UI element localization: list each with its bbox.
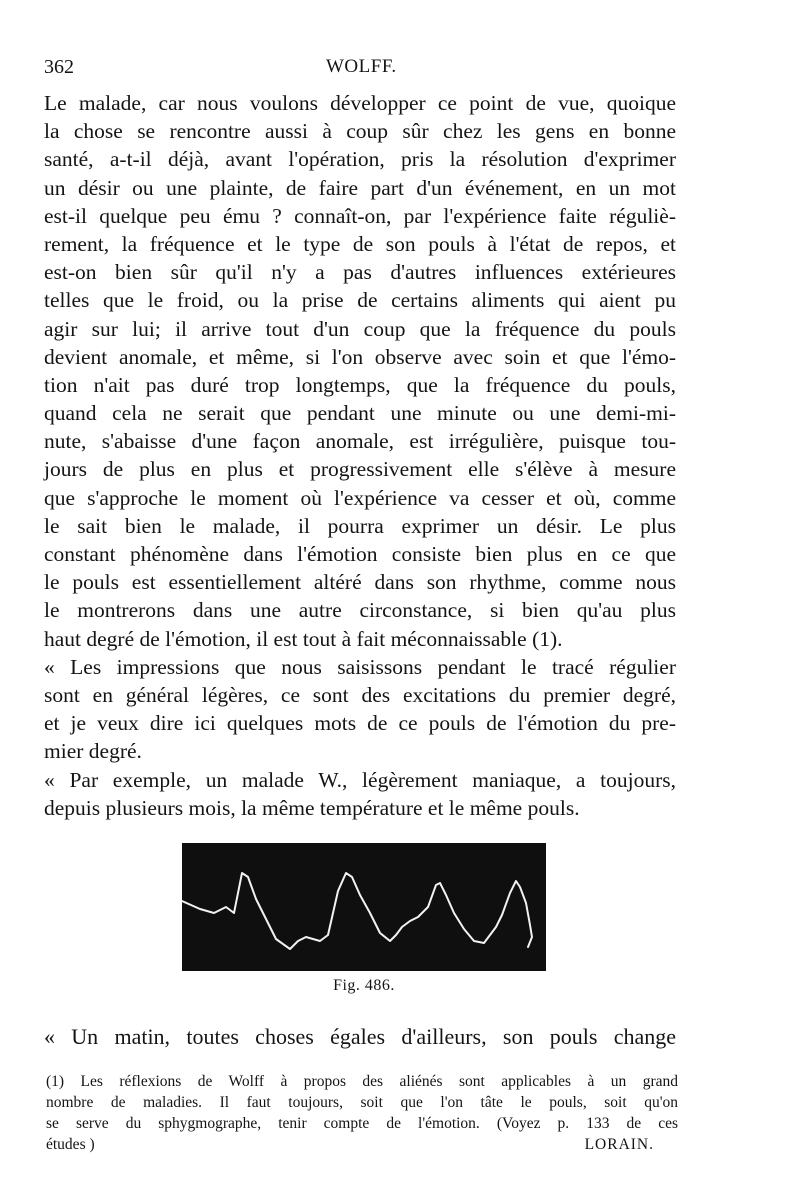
text-line: nute, s'abaisse d'une façon anomale, est irrégulière, puisque tou- [44, 429, 676, 454]
footnote-line: se serve du sphygmographe, tenir compte de l'émotion. (Voyez p. 133 de ces [46, 1115, 678, 1132]
pulse-tracing-figure [182, 843, 546, 971]
page-header [44, 50, 680, 84]
text-line: quand cela ne serait que pendant une minute ou une demi-mi- [44, 401, 676, 426]
text-line: telles que le froid, ou la prise de certains aliments qui aient pu [44, 288, 676, 313]
text-line: jours de plus en plus et progressivement elle s'élève à mesure [44, 457, 676, 482]
text-line: tion n'ait pas duré trop longtemps, que la fréquence du pouls, [44, 372, 676, 397]
footnote-signature: LORAIN. [584, 1136, 654, 1153]
text-line: un désir ou une plainte, de faire part d'un événement, en un mot [44, 175, 676, 200]
text-line: est-il quelque peu ému ? connaît-on, par l'expérience faite réguliè- [44, 203, 676, 228]
text-line: le montrerons dans une autre circonstance, si bien qu'au plus [44, 598, 676, 623]
text-line: santé, a-t-il déjà, avant l'opération, pris la résolution d'exprimer [44, 147, 676, 172]
figure-caption: Fig. 486. [333, 977, 395, 994]
text-line: « Un matin, toutes choses égales d'ailleurs, son pouls change [44, 1024, 676, 1049]
body-text [44, 89, 676, 822]
text-line: constant phénomène dans l'émotion consiste bien plus en ce que [44, 542, 676, 566]
text-line: Le malade, car nous voulons développer ce point de vue, quoique [44, 91, 676, 115]
text-line: sont en général légères, ce sont des excitations du premier degré, [44, 682, 676, 707]
text-line: « Par exemple, un malade W., légèrement maniaque, a toujours, [44, 767, 676, 792]
footnote-line: études ) [46, 1136, 95, 1153]
text-line: depuis plusieurs mois, la même température et le même pouls. [44, 795, 580, 820]
text-line: « Les impressions que nous saisissons pendant le tracé régulier [44, 654, 676, 679]
text-line: que s'approche le moment où l'expérience va cesser et où, comme [44, 485, 676, 510]
text-line: agir sur lui; il arrive tout d'un coup que la fréquence du pouls [44, 316, 676, 341]
text-line: rement, la fréquence et le type de son pouls à l'état de repos, et [44, 231, 676, 256]
text-line: devient anomale, et même, si l'on observe avec soin et que l'émo- [44, 344, 676, 369]
page-number: 362 [44, 56, 74, 78]
text-line: la chose se rencontre aussi à coup sûr chez les gens en bonne [44, 119, 676, 144]
text-line: et je veux dire ici quelques mots de ce pouls de l'émotion du pre- [44, 711, 676, 736]
pulse-tracing [182, 843, 546, 971]
text-line: mier degré. [44, 739, 142, 764]
continuation-paragraph [44, 1022, 676, 1052]
footnote-last-row [46, 1134, 678, 1155]
text-line: le pouls est essentiellement altéré dans son rhythme, comme nous [44, 570, 676, 595]
pulse-trace-line [182, 873, 532, 949]
text-line: est-on bien sûr qu'il n'y a pas d'autres influences extérieures [44, 260, 676, 285]
footnote-line: nombre de maladies. Il faut toujours, soit que l'on tâte le pouls, soit qu'on [46, 1094, 678, 1111]
footnote-line: (1) Les réflexions de Wolff à propos des aliénés sont applicables à un grand [46, 1073, 678, 1090]
running-head: WOLFF. [326, 56, 397, 77]
text-line: le sait bien le malade, il pourra exprimer un désir. Le plus [44, 513, 676, 538]
footnote [46, 1071, 678, 1155]
text-line: haut degré de l'émotion, il est tout à fait méconnaissable (1). [44, 626, 563, 651]
